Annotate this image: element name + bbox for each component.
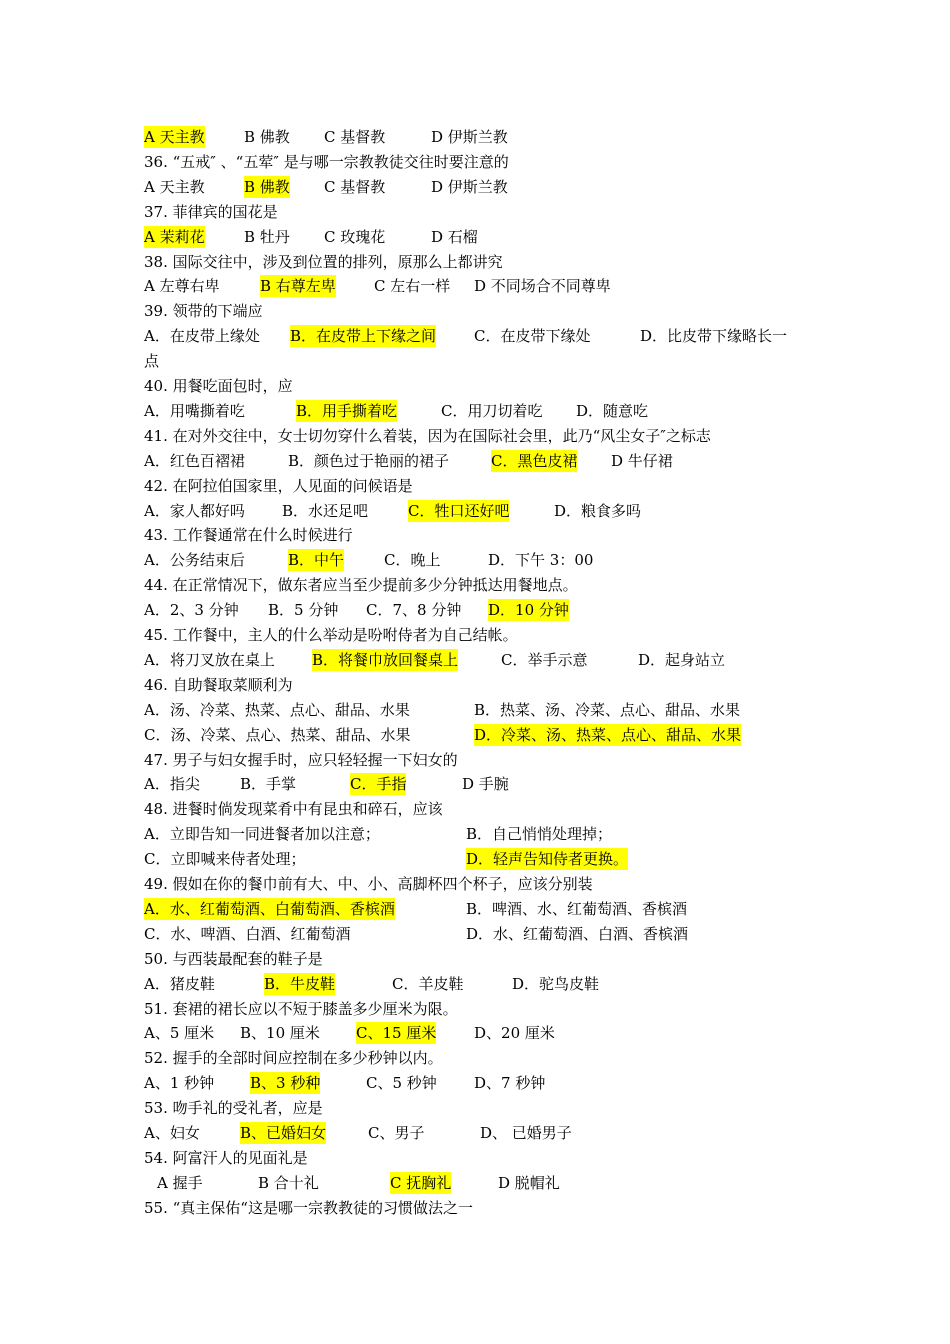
answer-option: C．汤、冷菜、点心、热菜、甜品、水果 <box>144 726 411 744</box>
answer-option: D 手腕 <box>462 775 509 793</box>
answer-option-highlighted: B．将餐巾放回餐桌上 <box>312 651 459 669</box>
answer-option-highlighted: C．黑色皮裙 <box>491 452 578 470</box>
answer-option: A．立即告知一同进餐者加以注意； <box>144 825 380 843</box>
options-row <box>144 176 824 198</box>
options-row <box>144 823 824 845</box>
answer-option: D 牛仔裙 <box>611 452 673 470</box>
answer-option: A 天主教 <box>144 178 205 196</box>
answer-option: B．颜色过于艳丽的裙子 <box>288 452 450 470</box>
answer-option: C．举手示意 <box>501 651 588 669</box>
answer-option-highlighted: B．在皮带上下缘之间 <box>290 327 437 345</box>
options-row <box>144 226 824 248</box>
options-row <box>144 1072 824 1094</box>
options-row <box>144 649 824 671</box>
answer-option-highlighted: D．轻声告知侍者更换。 <box>466 850 629 868</box>
answer-option-highlighted: B 右尊左卑 <box>260 277 336 295</box>
answer-option: C．7、8 分钟 <box>366 601 462 619</box>
question-text: 47. 男子与妇女握手时，应只轻轻握一下妇女的 <box>144 751 458 769</box>
answer-option-highlighted: B．牛皮鞋 <box>264 975 336 993</box>
question-text: 51. 套裙的裙长应以不短于膝盖多少厘米为限。 <box>144 1000 458 1018</box>
answer-option: C．立即喊来侍者处理； <box>144 850 306 868</box>
answer-option: B．热菜、汤、冷菜、点心、甜品、水果 <box>474 701 741 719</box>
answer-option: C、男子 <box>368 1124 425 1142</box>
answer-option: D．驼鸟皮鞋 <box>512 975 600 993</box>
answer-option: A．猪皮鞋 <box>144 975 215 993</box>
answer-option-highlighted: B、已婚妇女 <box>240 1124 327 1142</box>
answer-option: B．自己悄悄处理掉； <box>466 825 613 843</box>
answer-option: B 合十礼 <box>258 1174 319 1192</box>
answer-option-highlighted: A．水、红葡萄酒、白葡萄酒、香槟酒 <box>144 900 395 918</box>
answer-option-highlighted: D．10 分钟 <box>488 601 569 619</box>
question-text: 41. 在对外交往中，女士切勿穿什么着装，因为在国际社会里，此乃“风尘女子″之标志 <box>144 427 711 445</box>
answer-option: B．水还足吧 <box>282 502 369 520</box>
question-text: 38. 国际交往中，涉及到位置的排列，原那么上都讲究 <box>144 253 503 271</box>
answer-option: C．在皮带下缘处 <box>474 327 591 345</box>
options-row <box>144 599 824 621</box>
answer-option: D．下午 3：00 <box>488 551 594 569</box>
answer-option: B 佛教 <box>244 128 290 146</box>
answer-option-highlighted: B．中午 <box>288 551 345 569</box>
answer-option: B．5 分钟 <box>268 601 339 619</box>
answer-option: A．指尖 <box>144 775 200 793</box>
answer-option: D．粮食多吗 <box>554 502 642 520</box>
options-row <box>144 1022 824 1044</box>
answer-option-highlighted: A 天主教 <box>144 128 205 146</box>
answer-option: A．用嘴撕着吃 <box>144 402 245 420</box>
question-text: 55. “真主保佑“这是哪一宗教教徒的习惯做法之一 <box>144 1199 473 1217</box>
answer-option-highlighted: B．用手撕着吃 <box>296 402 398 420</box>
answer-option-highlighted: B 佛教 <box>244 178 290 196</box>
answer-option: D 不同场合不同尊卑 <box>474 277 611 295</box>
question-text: 44. 在正常情况下，做东者应当至少提前多少分钟抵达用餐地点。 <box>144 576 578 594</box>
options-row <box>144 848 824 870</box>
answer-option-highlighted: A 茉莉花 <box>144 228 205 246</box>
options-row <box>144 1172 824 1194</box>
answer-option-highlighted: C．牲口还好吧 <box>408 502 510 520</box>
question-text: 43. 工作餐通常在什么时候进行 <box>144 526 353 544</box>
answer-option: D 脱帽礼 <box>498 1174 560 1192</box>
answer-option: A、妇女 <box>144 1124 200 1142</box>
answer-option: C．用刀切着吃 <box>441 402 543 420</box>
answer-option: D 伊斯兰教 <box>431 178 508 196</box>
answer-option-highlighted: C、15 厘米 <box>356 1024 437 1042</box>
options-row <box>144 275 824 297</box>
answer-option: B．手掌 <box>240 775 297 793</box>
options-row <box>144 126 824 148</box>
question-text: 48. 进餐时倘发现菜肴中有昆虫和碎石，应该 <box>144 800 443 818</box>
answer-option: A．汤、冷菜、热菜、点心、甜品、水果 <box>144 701 410 719</box>
answer-option: A．将刀叉放在桌上 <box>144 651 275 669</box>
answer-option: A．公务结束后 <box>144 551 245 569</box>
answer-option: A 左尊右卑 <box>144 277 220 295</box>
answer-option: A 握手 <box>157 1174 203 1192</box>
question-text: 54. 阿富汗人的见面礼是 <box>144 1149 308 1167</box>
answer-option: D．比皮带下缘略长一 <box>640 327 788 345</box>
answer-option: C、5 秒钟 <box>366 1074 437 1092</box>
options-row <box>144 400 824 422</box>
options-row <box>144 973 824 995</box>
options-row <box>144 549 824 571</box>
answer-option: B 牡丹 <box>244 228 290 246</box>
answer-option: D．随意吃 <box>576 402 649 420</box>
options-row <box>144 773 824 795</box>
question-text: 50. 与西装最配套的鞋子是 <box>144 950 323 968</box>
options-row <box>144 450 824 472</box>
question-text: 点 <box>144 352 160 370</box>
options-row <box>144 325 824 347</box>
answer-option: C．晚上 <box>384 551 441 569</box>
answer-option: B、10 厘米 <box>240 1024 320 1042</box>
answer-option: D．起身站立 <box>638 651 726 669</box>
answer-option: C 玫瑰花 <box>324 228 386 246</box>
answer-option: A．红色百褶裙 <box>144 452 245 470</box>
options-row <box>144 500 824 522</box>
answer-option: C 左右一样 <box>374 277 451 295</box>
answer-option: D、 已婚男子 <box>480 1124 572 1142</box>
answer-option: B．啤酒、水、红葡萄酒、香槟酒 <box>466 900 688 918</box>
question-text: 49. 假如在你的餐巾前有大、中、小、高脚杯四个杯子，应该分别装 <box>144 875 593 893</box>
options-row <box>144 724 824 746</box>
answer-option: D、20 厘米 <box>474 1024 555 1042</box>
answer-option: D、7 秒钟 <box>474 1074 546 1092</box>
options-row <box>144 1122 824 1144</box>
answer-option: C 基督教 <box>324 178 386 196</box>
options-row <box>144 699 824 721</box>
answer-option: A．2、3 分钟 <box>144 601 239 619</box>
answer-option: A．在皮带上缘处 <box>144 327 260 345</box>
answer-option-highlighted: C 抚胸礼 <box>390 1174 452 1192</box>
question-text: 53. 吻手礼的受礼者，应是 <box>144 1099 323 1117</box>
answer-option-highlighted: C．手指 <box>350 775 407 793</box>
answer-option: D 伊斯兰教 <box>431 128 508 146</box>
answer-option-highlighted: D．冷菜、汤、热菜、点心、甜品、水果 <box>474 726 742 744</box>
question-text: 45. 工作餐中，主人的什么举动是吩咐侍者为自己结帐。 <box>144 626 518 644</box>
answer-option: A、1 秒钟 <box>144 1074 215 1092</box>
answer-option: C．羊皮鞋 <box>392 975 464 993</box>
question-text: 39. 领带的下端应 <box>144 302 263 320</box>
answer-option: C．水、啤酒、白酒、红葡萄酒 <box>144 925 351 943</box>
answer-option: C 基督教 <box>324 128 386 146</box>
answer-option: D 石榴 <box>431 228 478 246</box>
options-row <box>144 898 824 920</box>
question-text: 37. 菲律宾的国花是 <box>144 203 278 221</box>
question-text: 42. 在阿拉伯国家里，人见面的问候语是 <box>144 477 413 495</box>
answer-option-highlighted: B、3 秒种 <box>250 1074 321 1092</box>
question-text: 52. 握手的全部时间应控制在多少秒钟以内。 <box>144 1049 443 1067</box>
answer-option: D．水、红葡萄酒、白酒、香槟酒 <box>466 925 689 943</box>
answer-option: A．家人都好吗 <box>144 502 245 520</box>
question-text: 46. 自助餐取菜顺利为 <box>144 676 293 694</box>
answer-option: A、5 厘米 <box>144 1024 215 1042</box>
question-text: 36. “五戒″ 、“五荤″ 是与哪一宗教教徒交往时要注意的 <box>144 153 509 171</box>
question-text: 40. 用餐吃面包时，应 <box>144 377 293 395</box>
options-row <box>144 923 824 945</box>
